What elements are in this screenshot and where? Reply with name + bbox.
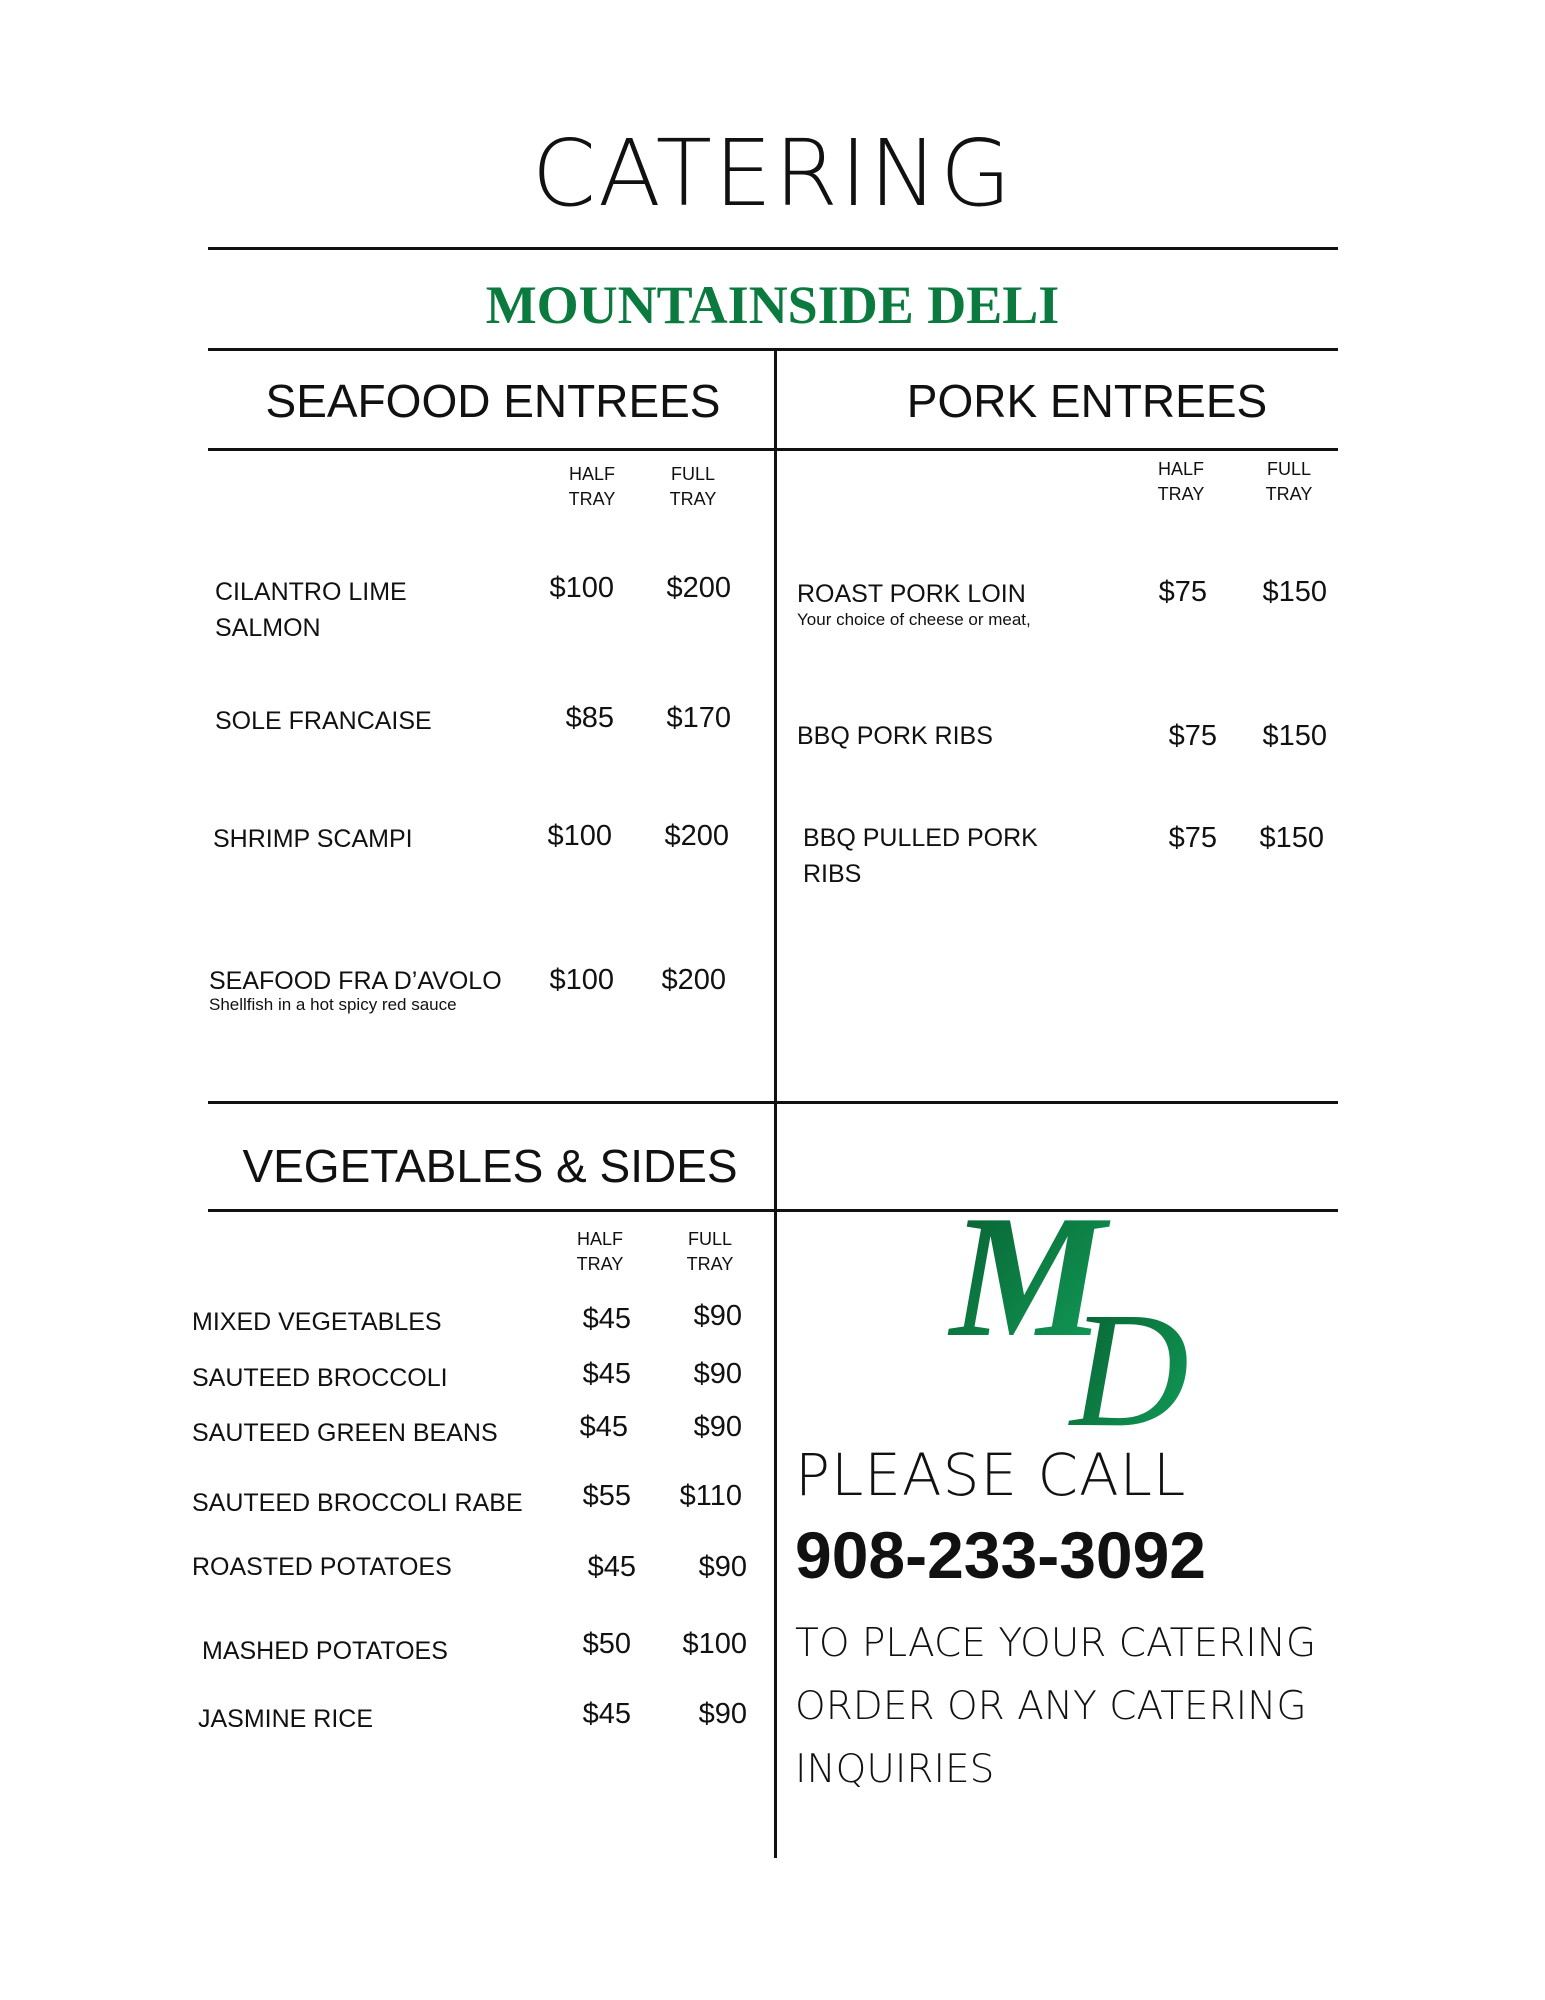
md-logo — [940, 1200, 1240, 1440]
menu-item-name: SAUTEED GREEN BEANS — [192, 1419, 498, 1447]
half-price: $50 — [582, 1628, 631, 1660]
header-line: TRAY — [1265, 484, 1313, 504]
name-line: BBQ PULLED PORK — [803, 824, 1038, 852]
logo-letter-m: M — [950, 1200, 1106, 1373]
full-price: $150 — [1262, 720, 1327, 752]
menu-item-name: BBQ PORK RIBS — [797, 722, 993, 750]
half-price: $75 — [1168, 720, 1217, 752]
full-tray-header — [1266, 457, 1313, 507]
menu-item-name — [803, 820, 1038, 892]
header-line: TRAY — [686, 1254, 734, 1274]
menu-item-name: SAUTEED BROCCOLI — [192, 1364, 448, 1392]
header-line: HALF — [1157, 459, 1205, 479]
full-price: $90 — [693, 1358, 742, 1390]
message-line: TO PLACE YOUR CATERING — [795, 1621, 1317, 1666]
half-price: $100 — [549, 964, 614, 996]
half-price: $85 — [565, 702, 614, 734]
section-heading: SEAFOOD ENTREES — [265, 375, 721, 427]
section-heading: PORK ENTREES — [906, 375, 1268, 427]
full-price: $100 — [682, 1628, 747, 1660]
menu-item-name: MIXED VEGETABLES — [192, 1308, 442, 1336]
menu-item-name: SAUTEED BROCCOLI RABE — [192, 1489, 523, 1517]
full-price: $110 — [679, 1480, 742, 1512]
name-line: RIBS — [803, 860, 862, 888]
half-price: $45 — [582, 1303, 631, 1335]
menu-item-name: ROAST PORK LOIN — [797, 580, 1026, 608]
full-price: $90 — [693, 1411, 742, 1443]
half-price: $45 — [582, 1358, 631, 1390]
header-line: FULL — [670, 464, 716, 484]
header-line: HALF — [568, 464, 616, 484]
half-price: $75 — [1158, 576, 1207, 608]
half-tray-header — [577, 1227, 624, 1277]
full-tray-header — [687, 1227, 734, 1277]
half-tray-header — [569, 462, 616, 512]
name-line: CILANTRO LIME — [215, 578, 407, 606]
section-heading: VEGETABLES & SIDES — [242, 1140, 738, 1192]
header-line: TRAY — [669, 489, 717, 509]
menu-item-name: SHRIMP SCAMPI — [213, 825, 413, 853]
please-call-label: PLEASE CALL — [795, 1441, 1187, 1509]
full-price: $90 — [693, 1300, 742, 1332]
half-price: $45 — [587, 1551, 636, 1583]
half-price: $45 — [579, 1411, 628, 1443]
column-divider — [774, 350, 777, 1858]
half-price: $55 — [582, 1480, 631, 1512]
divider — [208, 247, 1338, 250]
full-price: $150 — [1262, 576, 1327, 608]
menu-item-name: SEAFOOD FRA D’AVOLO — [209, 967, 502, 995]
header-line: TRAY — [1157, 484, 1205, 504]
divider — [208, 1101, 1338, 1104]
menu-item-name: SOLE FRANCAISE — [215, 707, 432, 735]
divider — [208, 348, 1338, 351]
menu-item-name — [215, 574, 407, 646]
menu-item-description: Your choice of cheese or meat, — [797, 610, 1031, 629]
logo-letter-d: D — [1070, 1278, 1190, 1440]
header-line: TRAY — [576, 1254, 624, 1274]
header-line: FULL — [1266, 459, 1312, 479]
half-price: $45 — [582, 1698, 631, 1730]
menu-item-description: Shellfish in a hot spicy red sauce — [209, 995, 457, 1014]
page-title: CATERING — [531, 120, 1014, 227]
full-price: $200 — [664, 820, 729, 852]
menu-item-name: MASHED POTATOES — [202, 1637, 448, 1665]
half-price: $100 — [547, 820, 612, 852]
half-tray-header — [1158, 457, 1205, 507]
full-tray-header — [670, 462, 717, 512]
message-line: ORDER OR ANY CATERING — [795, 1684, 1307, 1729]
phone-number[interactable]: 908-233-3092 — [795, 1518, 1207, 1592]
divider — [208, 448, 1338, 451]
header-line: TRAY — [568, 489, 616, 509]
contact-message — [795, 1612, 1316, 1801]
full-price: $200 — [661, 964, 726, 996]
full-price: $200 — [666, 572, 731, 604]
name-line: SALMON — [215, 614, 321, 642]
menu-item-name: JASMINE RICE — [198, 1705, 374, 1733]
half-price: $75 — [1168, 822, 1217, 854]
brand-name: MOUNTAINSIDE DELI — [485, 275, 1060, 335]
header-line: HALF — [576, 1229, 624, 1249]
full-price: $90 — [698, 1698, 747, 1730]
message-line: INQUIRIES — [795, 1747, 995, 1792]
full-price: $90 — [698, 1551, 747, 1583]
full-price: $170 — [666, 702, 731, 734]
header-line: FULL — [687, 1229, 733, 1249]
menu-item-name: ROASTED POTATOES — [192, 1553, 452, 1581]
full-price: $150 — [1259, 822, 1324, 854]
half-price: $100 — [549, 572, 614, 604]
